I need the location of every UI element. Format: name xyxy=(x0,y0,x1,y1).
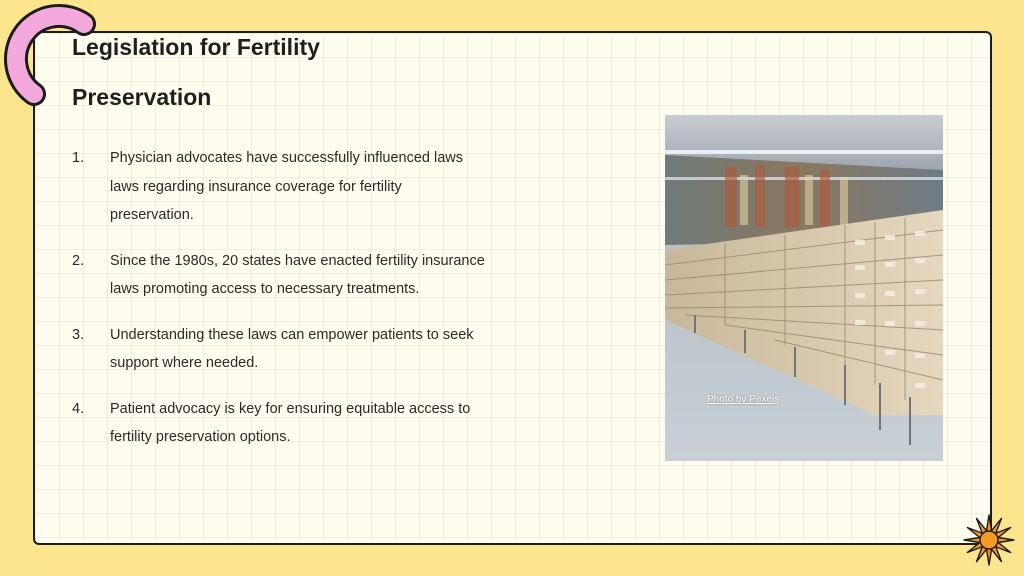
item-number: 1. xyxy=(72,150,85,166)
list-item xyxy=(72,321,532,378)
item-text-line: support where needed. xyxy=(110,355,259,371)
item-text-line: Understanding these laws can empower patients to seek xyxy=(110,326,474,343)
orange-sunburst-decoration xyxy=(962,513,1016,567)
item-text-line: laws regarding insurance coverage for fertility xyxy=(110,178,402,195)
item-text-line: Patient advocacy is key for ensuring equitable access to xyxy=(110,400,471,417)
item-number: 2. xyxy=(72,252,85,269)
photo-credit-link[interactable]: Photo by Pexels xyxy=(707,394,780,405)
list-item xyxy=(72,247,532,304)
title-line-1: Legislation for Fertility xyxy=(72,34,320,60)
item-number: 4. xyxy=(72,400,85,417)
bullet-list xyxy=(72,144,532,469)
item-text-line: Physician advocates have successfully influenced laws xyxy=(110,150,464,166)
item-text xyxy=(110,321,532,378)
item-text-line: preservation. xyxy=(110,207,194,223)
item-text xyxy=(110,247,532,304)
list-item xyxy=(72,395,532,452)
item-text-line: fertility preservation options. xyxy=(110,429,291,445)
archive-cabinets-photo xyxy=(665,115,943,461)
item-number: 3. xyxy=(72,326,85,343)
slide-title xyxy=(72,22,492,122)
item-text-line: Since the 1980s, 20 states have enacted fertility insurance xyxy=(110,252,485,269)
list-item xyxy=(72,144,532,230)
item-text-line: laws promoting access to necessary treatments. xyxy=(110,281,420,297)
item-text xyxy=(110,144,532,230)
title-line-2: Preservation xyxy=(72,84,212,110)
item-text xyxy=(110,395,532,452)
